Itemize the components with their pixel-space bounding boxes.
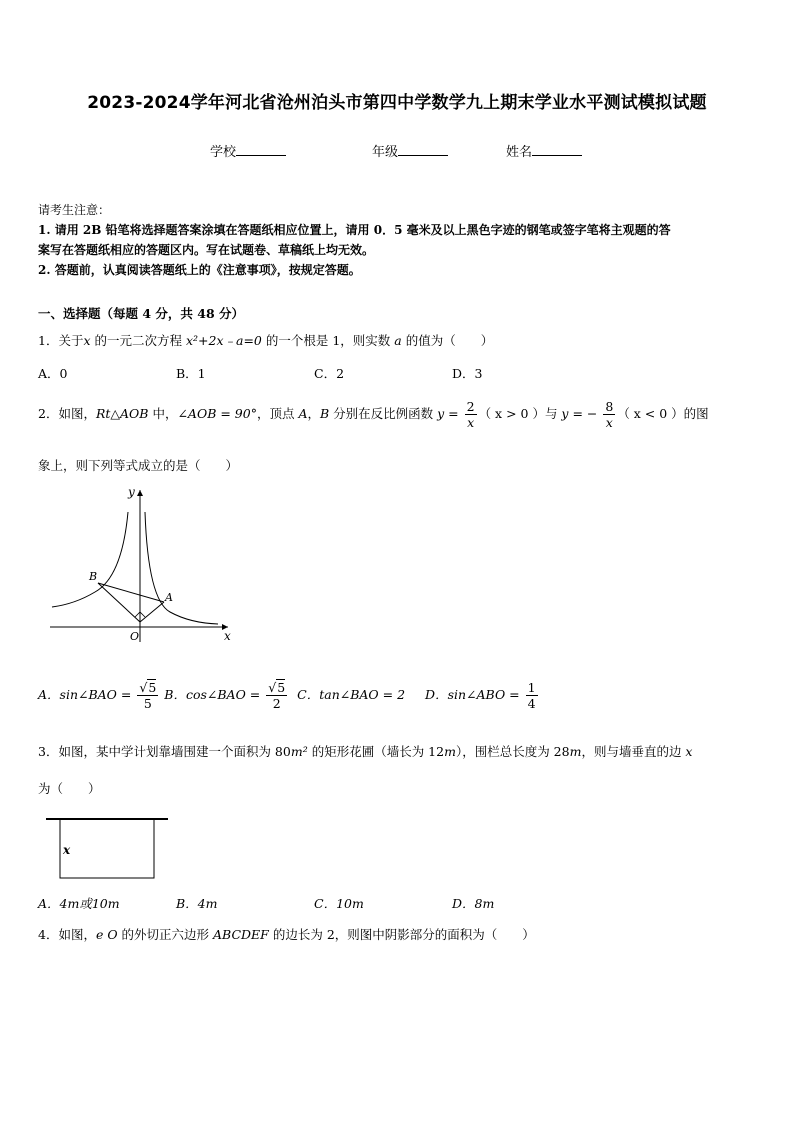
opt-text: D．sin∠ABO =: [425, 687, 524, 702]
q4-text: 4．如图，: [38, 927, 96, 942]
q1-text: 的值为（ ）: [401, 333, 494, 348]
q2-point-b: B: [320, 406, 330, 421]
q4-hexagon: ABCDEF: [213, 927, 269, 942]
q1-var-a: a: [394, 333, 402, 348]
label-x: x: [224, 629, 231, 643]
opt-text: B．cos∠BAO =: [164, 687, 265, 702]
label-x: x: [63, 843, 71, 857]
question-3: [38, 742, 692, 762]
q1-option-a[interactable]: A．0: [38, 366, 68, 381]
q1-text: 的一元二次方程: [90, 333, 186, 348]
label-y: y: [128, 485, 135, 499]
q1-option-d[interactable]: D．3: [452, 366, 483, 381]
y-axis-arrow: [137, 490, 143, 496]
q1-text: 1．关于: [38, 333, 84, 348]
name-label: 姓名: [506, 145, 533, 160]
q2-text: ，顶点: [256, 406, 299, 421]
question-1: [38, 331, 493, 351]
frac-num: 2: [466, 399, 475, 414]
q2-func-1: y =: [437, 406, 463, 421]
exam-notice: [38, 200, 758, 280]
name-field: [506, 141, 582, 160]
frac-num: √5: [268, 680, 286, 695]
label-o: O: [130, 630, 140, 643]
q2-option-b[interactable]: [164, 680, 289, 711]
q4-text: 的边长为 2，则图中阴影部分的面积为（ ）: [268, 927, 535, 942]
q3-text: 3．如图，某中学计划靠墙围建一个面积为 80: [38, 744, 291, 759]
q3-text: 的矩形花圃（墙长为 12: [307, 744, 445, 759]
q4-text: 的外切正六边形: [117, 927, 214, 942]
segment-oa: [140, 602, 164, 622]
q3-diagram: [44, 814, 174, 882]
q3-option-a[interactable]: A．4m或10m: [38, 896, 120, 911]
q2-point-a: A: [298, 406, 308, 421]
q2-frac-1: [465, 399, 477, 430]
q2-option-d[interactable]: [425, 680, 540, 711]
q2-text: （ x > 0 ）与: [478, 406, 562, 421]
q3-option-d[interactable]: D．8m: [452, 896, 495, 911]
q1-option-c[interactable]: C．2: [314, 366, 345, 381]
q2-angle: ∠AOB = 90°: [177, 406, 257, 421]
q2-frac-2: [603, 399, 615, 430]
school-field: [210, 141, 286, 160]
frac-num: √5: [139, 680, 157, 695]
frac-den: x: [467, 415, 475, 430]
q2-func-2: y = −: [561, 406, 602, 421]
q3-unit: m: [444, 744, 456, 759]
q1-option-b[interactable]: B．1: [176, 366, 206, 381]
opt-frac: [526, 680, 538, 711]
label-a: A: [165, 591, 173, 604]
q4-circle: e O: [95, 927, 118, 942]
frac-den: 4: [527, 696, 536, 711]
grade-field: [372, 141, 448, 160]
grade-blank: [398, 143, 448, 156]
q2-graph: [40, 482, 240, 647]
q2-options: [38, 680, 540, 711]
frac-den: x: [605, 415, 613, 430]
q2-text: （ x < 0 ）的图: [617, 406, 709, 421]
sqrt-value: 5: [277, 680, 286, 695]
frac-den: 2: [272, 696, 281, 711]
name-blank: [532, 143, 582, 156]
grade-label: 年级: [372, 145, 399, 160]
notice-item-1a: 1. 请用 2B 铅笔将选择题答案涂填在答题纸相应位置上，请用 0．5 毫米及以上黑色字迹的钢笔或签字笔将主观题的答: [38, 223, 671, 237]
q3-unit: m²: [290, 744, 308, 759]
curve-left: [52, 512, 128, 607]
frac-num: 8: [605, 399, 614, 414]
opt-frac: [266, 680, 287, 711]
q2-text: 2．如图，: [38, 406, 96, 421]
q3-unit: m: [569, 744, 582, 759]
q2-option-a[interactable]: [38, 680, 160, 711]
q1-equation: x²+2x﹣a=0: [185, 333, 262, 348]
page-title: 2023-2024学年河北省沧州泊头市第四中学数学九上期末学业水平测试模拟试题: [87, 93, 707, 113]
q2-text: 分别在反比例函数: [329, 406, 438, 421]
fence: [60, 819, 154, 878]
q3-text: ），围栏总长度为 28: [455, 744, 570, 759]
q3-option-c[interactable]: C．10m: [314, 896, 364, 911]
q3-option-b[interactable]: B．4m: [176, 896, 218, 911]
q3-var-x: x: [685, 744, 693, 759]
notice-item-1b: 案写在答题纸相应的答题区内。写在试题卷、草稿纸上均无效。: [38, 243, 375, 257]
q3-line-2: 为（ ）: [38, 781, 101, 796]
q3-text: ，则与墙垂直的边: [581, 744, 686, 759]
notice-heading: 请考生注意：: [38, 203, 111, 217]
opt-text: A．sin∠BAO =: [38, 687, 136, 702]
frac-den: 5: [143, 696, 152, 711]
curve-right: [145, 512, 218, 624]
q1-var-x: x: [83, 333, 91, 348]
q2-line-2: 象上，则下列等式成立的是（ ）: [38, 458, 239, 473]
section-heading: 一、选择题（每题 4 分，共 48 分）: [38, 306, 245, 321]
q2-text: ，: [307, 406, 320, 421]
frac-num: 1: [527, 680, 536, 695]
q2-option-c[interactable]: C．tan∠BAO = 2: [297, 687, 406, 702]
school-label: 学校: [210, 145, 237, 160]
question-2: [38, 399, 709, 430]
label-b: B: [89, 570, 98, 583]
q2-text: 中，: [148, 406, 178, 421]
notice-item-2: 2. 答题前，认真阅读答题纸上的《注意事项》，按规定答题。: [38, 263, 361, 277]
sqrt-value: 5: [148, 680, 157, 695]
question-4: [38, 925, 535, 945]
q2-triangle: Rt△AOB: [95, 406, 149, 421]
q1-text: 的一个根是 1，则实数: [261, 333, 395, 348]
opt-frac: [137, 680, 158, 711]
school-blank: [236, 143, 286, 156]
